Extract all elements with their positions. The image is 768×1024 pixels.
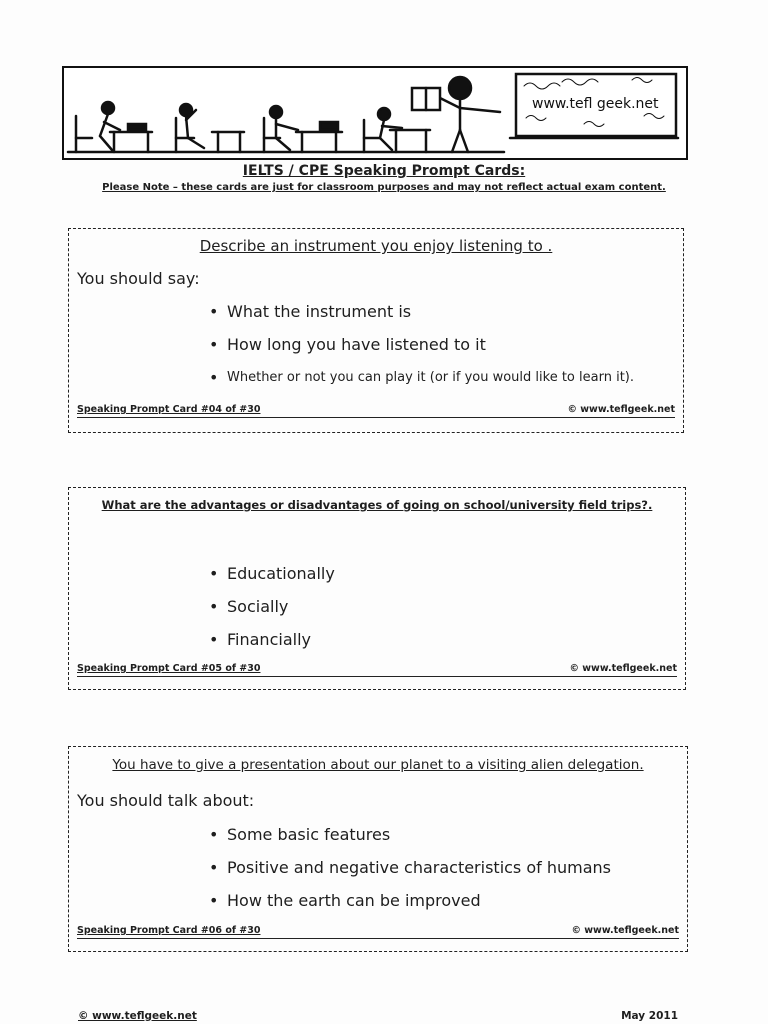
list-item: • Positive and negative characteristics of humans bbox=[209, 851, 611, 884]
footer-date: May 2011 bbox=[621, 1010, 678, 1022]
list-item: • How long you have listened to it bbox=[209, 328, 634, 361]
bullet-list bbox=[209, 818, 611, 917]
card-heading: Describe an instrument you enjoy listening to . bbox=[199, 237, 553, 255]
list-item: • Financially bbox=[209, 623, 335, 656]
list-item: • Educationally bbox=[209, 557, 335, 590]
card-footer bbox=[77, 660, 677, 677]
footer-credit: © www.teflgeek.net bbox=[78, 1010, 197, 1022]
card-footer bbox=[77, 401, 675, 418]
card-intro: You should say: bbox=[77, 269, 200, 288]
student-figure bbox=[264, 106, 342, 152]
card-number: Speaking Prompt Card #05 of #30 bbox=[77, 663, 261, 674]
student-figure bbox=[364, 108, 430, 152]
card-intro: You should talk about: bbox=[77, 791, 255, 810]
list-item: • Some basic features bbox=[209, 818, 611, 851]
list-item: • What the instrument is bbox=[209, 295, 634, 328]
bullet-list bbox=[209, 557, 335, 656]
card-footer bbox=[77, 922, 679, 939]
disclaimer-note: Please Note – these cards are just for classroom purposes and may not reflect actual exam content. bbox=[102, 182, 666, 193]
student-figure bbox=[176, 104, 244, 152]
card-heading: What are the advantages or disadvantages of going on school/university field trips?. bbox=[101, 498, 653, 512]
card-heading: You have to give a presentation about our planet to a visiting alien delegation. bbox=[112, 757, 644, 773]
bullet-list bbox=[209, 295, 634, 394]
list-item: • How the earth can be improved bbox=[209, 884, 611, 917]
student-figure bbox=[76, 102, 152, 152]
header-illustration bbox=[62, 66, 688, 160]
list-item: • Whether or not you can play it (or if you would like to learn it). bbox=[209, 361, 634, 394]
prompt-card bbox=[68, 228, 684, 433]
card-number: Speaking Prompt Card #06 of #30 bbox=[77, 925, 261, 936]
card-credit: © www.teflgeek.net bbox=[567, 404, 675, 415]
list-item: • Socially bbox=[209, 590, 335, 623]
prompt-card bbox=[68, 487, 686, 690]
whiteboard-text: www.tefl geek.net bbox=[532, 96, 659, 112]
card-credit: © www.teflgeek.net bbox=[571, 925, 679, 936]
page-title: IELTS / CPE Speaking Prompt Cards: bbox=[242, 163, 526, 179]
card-number: Speaking Prompt Card #04 of #30 bbox=[77, 404, 261, 415]
prompt-card bbox=[68, 746, 688, 952]
card-credit: © www.teflgeek.net bbox=[569, 663, 677, 674]
